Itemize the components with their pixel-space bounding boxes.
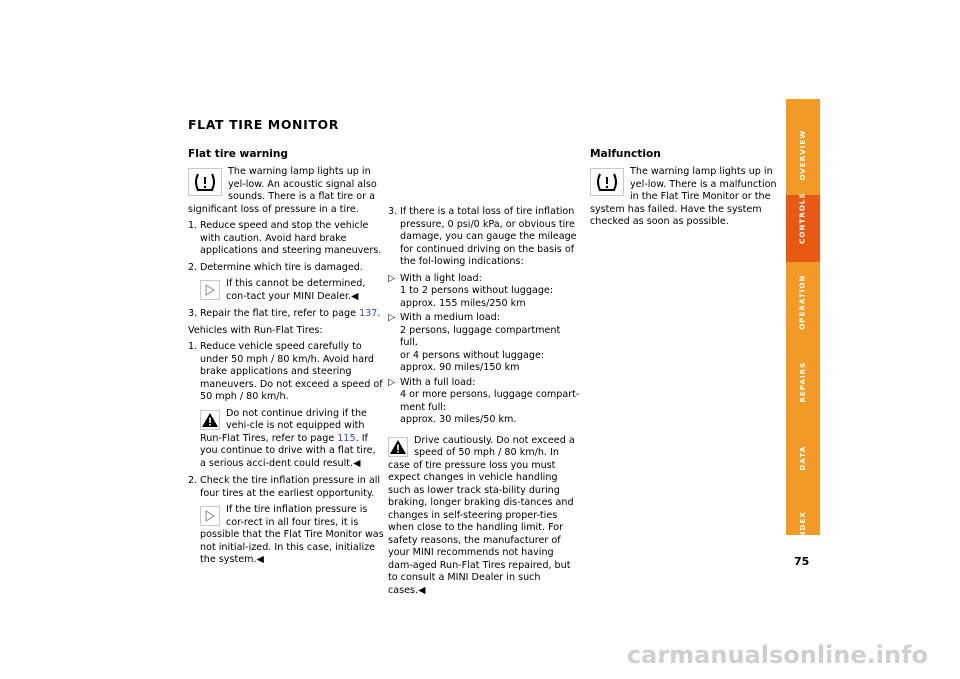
warning-1: Do not continue driving if the vehi-cle is not equipped with Run-Flat Tires, refer to page 115. If you continue to drive with a flat tire, a serious acci-dent could result.◀ — [200, 407, 376, 469]
tab-index[interactable]: INDEX — [797, 511, 807, 541]
tab-repairs[interactable]: REPAIRS — [797, 361, 807, 403]
watermark: carmanualsonline.info — [626, 641, 928, 669]
warning-triangle-icon — [388, 437, 408, 457]
list-marker: ▷ — [388, 312, 396, 323]
end-marker: ◀ — [351, 290, 359, 302]
tire-pressure-warning-icon — [590, 168, 624, 196]
step-3: 3. Repair the flat tire, refer to page 137. — [188, 308, 381, 319]
tire-pressure-warning-icon — [188, 168, 222, 196]
column-2 — [388, 206, 580, 602]
runflat-label: Vehicles with Run-Flat Tires: — [188, 324, 323, 336]
section-title: FLAT TIRE MONITOR — [188, 117, 339, 132]
flat-tire-warning-heading: Flat tire warning — [188, 148, 289, 160]
load-light: ▷ With a light load: — [388, 272, 482, 284]
tab-operation[interactable]: OPERATION — [797, 274, 807, 330]
page-link-115[interactable]: 115 — [337, 432, 356, 444]
note-arrow-icon — [200, 280, 220, 300]
load-medium: ▷ With a medium load: — [388, 312, 500, 323]
runflat-step-3: 3. If there is a total loss of tire inflation pressure, 0 psi/0 kPa, or obvious tire damage, you can gauge the mileage for continued driving on the basis of the fol-lowing indications: — [388, 206, 577, 267]
end-marker: ◀ — [418, 584, 426, 596]
load-full-persons: 4 or more persons, luggage compart-ment full: — [400, 389, 580, 413]
list-marker: ▷ — [388, 272, 396, 284]
page-link-137[interactable]: 137 — [359, 308, 378, 319]
list-marker: ▷ — [388, 376, 396, 388]
note-2: If the tire inflation pressure is cor-rect in all four tires, it is possible that the Flat Tire Monitor was not initial-ized. In this case, initialize the system.◀ — [200, 504, 384, 565]
load-light-persons: 1 to 2 persons without luggage: — [400, 285, 554, 296]
load-medium-persons-b: or 4 persons without luggage: — [400, 349, 545, 361]
flat-tire-intro: The warning lamp lights up in yel-low. An acoustic signal also sounds. There is a flat tire or a significant loss of pressure in a tire. — [188, 166, 377, 215]
page-number: 75 — [794, 555, 810, 568]
warning-triangle-icon — [200, 410, 220, 430]
column-1 — [188, 147, 384, 572]
note-arrow-icon — [200, 506, 220, 526]
malfunction-heading: Malfunction — [590, 148, 661, 160]
tab-data[interactable]: DATA — [797, 445, 807, 471]
end-marker: ◀ — [353, 457, 361, 469]
note-1: If this cannot be determined, con-tact your MINI Dealer.◀ — [188, 278, 384, 303]
runflat-step-2: 2. Check the tire inflation pressure in all four tires at the earliest opportunity. — [188, 475, 381, 499]
tab-overview[interactable]: OVERVIEW — [797, 129, 807, 181]
load-medium-range: approx. 90 miles/150 km — [400, 362, 520, 373]
tab-controls[interactable]: CONTROLS — [797, 192, 807, 244]
end-marker: ◀ — [256, 554, 264, 565]
load-light-range: approx. 155 miles/250 km — [400, 297, 526, 309]
step-1: 1. Reduce speed and stop the vehicle with caution. Avoid hard brake applications and steering maneuvers. — [188, 220, 382, 256]
runflat-step-1: 1. Reduce vehicle speed carefully to under 50 mph / 80 km/h. Avoid hard brake applications and steering maneuvers. Do not exceed a speed of 50 mph / 80 km/h. — [188, 341, 383, 402]
malfunction-text: The warning lamp lights up in yel-low. There is a malfunction in the Flat Tire Monitor or the system has failed. Have the system checked as soon as possible. — [590, 166, 777, 227]
load-full-range: approx. 30 miles/50 km. — [400, 414, 517, 425]
load-medium-persons-a: 2 persons, luggage compartment full, — [400, 324, 561, 348]
load-full: ▷ With a full load: — [388, 376, 476, 388]
column-3 — [590, 147, 786, 233]
step-2: 2. Determine which tire is damaged. — [188, 261, 363, 273]
warning-2: Drive cautiously. Do not exceed a speed of 50 mph / 80 km/h. In case of tire pressure loss you must expect changes in vehicle handling such as lower track sta-bility during braking, longer braking dis-tances and changes in self-steering proper-ties when close to the handling limit. For safety reasons, the manufacturer of your MINI recommends not having dam-aged Run-Flat Tires repaired, but to consult a MINI Dealer in such cases.◀ — [388, 434, 575, 596]
